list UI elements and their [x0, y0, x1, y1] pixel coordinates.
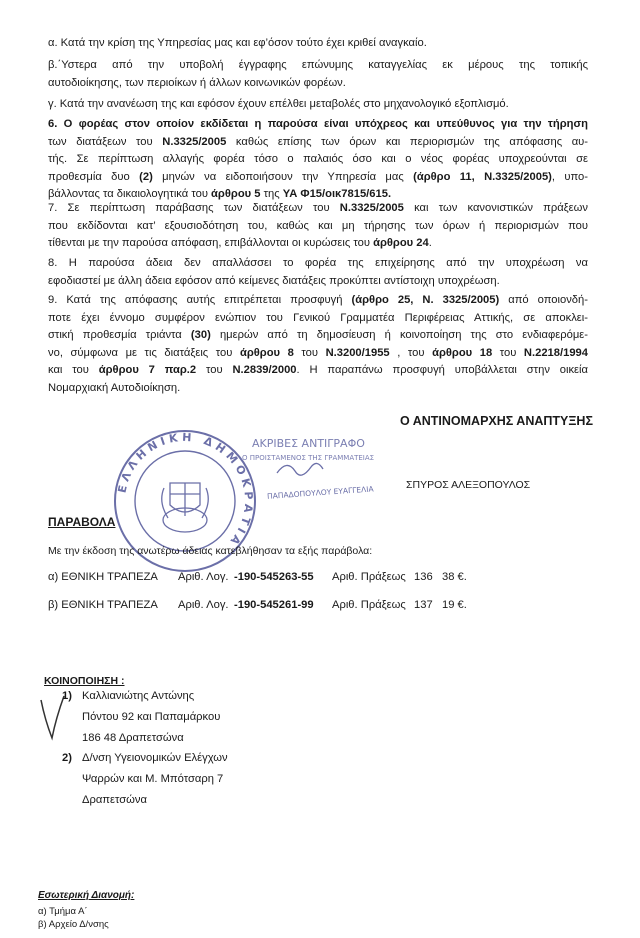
- p9-line5: και του άρθρου 7 παρ.2 του Ν.2839/2000. Η παραπάνω προσφυγή υποβάλλεται στην οικεία: [48, 364, 589, 376]
- notification-heading: ΚΟΙΝΟΠΟΙΗΣΗ :: [44, 675, 125, 687]
- clause-b: [48, 57, 588, 92]
- fee-bank: β) ΕΘΝΙΚΗ ΤΡΑΠΕΖΑ: [48, 599, 158, 611]
- p9-line4: νο, σύμφωνα με τις διατάξεις του άρθρου 8 του Ν.3200/1955 , του άρθρου 18 του Ν.2218/1994: [48, 346, 588, 359]
- recipient-1-number: 1): [62, 690, 72, 702]
- p6-line4: προθεσμία δυο (2) μηνών να ειδοποιήσουν την Υπηρεσία μας (άρθρο 11, Ν.3325/2005), υπο-: [48, 170, 588, 183]
- internal-distribution-item: β) Αρχείο Δ/νσης: [38, 919, 109, 930]
- clause-g: γ. Κατά την ανανέωση της και εφόσον έχουν επέλθει μεταβολές στο μηχανολογικό εξοπλισμό.: [48, 98, 509, 110]
- clause-a: α. Κατά την κρίση της Υπηρεσίας μας και εφ’όσον τούτο έχει κριθεί αναγκαίο.: [48, 37, 427, 49]
- p9-line2: ποτε έχει έννομο συμφέρον ενώπιον του Γενικού Γραμματέα Περιφέρειας Αττικής, σε αποκλει-: [48, 311, 588, 324]
- fee-row: [48, 599, 467, 611]
- recipient-2-name: Δ/νση Υγειονομικών Ελέγχων: [82, 752, 228, 764]
- p8-line1: 8. Η παρούσα άδεια δεν απαλλάσσει το φορέα της επιχείρησης από την υποχρέωση να: [48, 257, 588, 269]
- recipient-2-number: 2): [62, 752, 72, 764]
- fee-amount: 19 €.: [442, 599, 467, 611]
- recipient-1-address: Πόντου 92 και Παπαμάρκου: [82, 711, 221, 723]
- fee-acc: -190-545261-99: [234, 599, 314, 611]
- signatory-name: ΣΠΥΡΟΣ ΑΛΕΞΟΠΟΥΛΟΣ: [406, 479, 531, 491]
- p9-line1: 9. Κατά της απόφασης αυτής επιτρέπεται προσφυγή (άρθρο 25, Ν. 3325/2005) από οποιονδή-: [48, 294, 588, 306]
- stamp-line1: ΑΚΡΙΒΕΣ ΑΝΤΙΓΡΑΦΟ: [252, 437, 365, 450]
- internal-distribution-heading: Εσωτερική Διανομή:: [38, 890, 135, 901]
- fees-intro: Με την έκδοση της ανωτέρω άδειας κατεβλήθησαν τα εξής παράβολα:: [48, 545, 373, 557]
- fee-acc-label: Αριθ. Λογ.: [178, 571, 229, 583]
- clause-b-line2: αυτοδιοίκησης, των περιοίκων ή άλλων κοινωνικών φορέων.: [48, 76, 346, 89]
- recipient-2-city: Δραπετσώνα: [82, 794, 147, 806]
- internal-distribution-item: α) Τμήμα Α΄: [38, 906, 88, 917]
- p7-line2: που εκδίδονται κατ’ εξουσιοδότηση του, καθώς και μη τήρησης των όρων ή περιορισμών που: [48, 219, 588, 232]
- recipient-1-city: 186 48 Δραπετσώνα: [82, 732, 184, 744]
- fees-heading: ΠΑΡΑΒΟΛΑ: [48, 515, 116, 529]
- certified-copy-stamp: [222, 433, 412, 503]
- p6-line5: βάλλοντας τα δικαιολογητικά του άρθρου 5 της ΥΑ Φ15/οικ7815/615.: [48, 188, 392, 200]
- fee-prax-label: Αριθ. Πράξεως: [332, 599, 406, 611]
- p6-line3: τής. Σε περίπτωση αλλαγής φορέα τόσο ο παλαιός όσο και ο νέος φορέας υποχρεούνται σε: [48, 153, 588, 165]
- fee-prax: 136: [414, 571, 433, 583]
- p8-line2: εφοδιαστεί με άλλη άδεια εφόσον από κείμενες διατάξεις προκύπτει αντίστοιχη υποχρέωση.: [48, 274, 500, 287]
- stamp-name: ΠΑΠΑΔΟΠΟΥΛΟΥ ΕΥΑΓΓΕΛΙΑ: [266, 484, 374, 501]
- svg-text:ΕΛΛΗΝΙΚΗ ΔΗΜΟΚΡΑΤΙΑ: ΕΛΛΗΝΙΚΗ ΔΗΜΟΚΡΑΤΙΑ: [115, 430, 256, 551]
- fee-prax-label: Αριθ. Πράξεως: [332, 571, 406, 583]
- recipient-1-name: Καλλιανιώτης Αντώνης: [82, 690, 195, 702]
- fee-acc-label: Αριθ. Λογ.: [178, 599, 229, 611]
- p9-line3: στική προθεσμία τριάντα (30) ημερών από τη δημοσίευση ή κοινοποίηση της στο ενδιαφερόμε-: [48, 329, 588, 341]
- p9-line6: Νομαρχιακή Αυτοδιοίκηση.: [48, 381, 181, 394]
- paragraph-9: [48, 292, 588, 397]
- p6-line2: των διατάξεων του N.3325/2005 καθώς επίσης των όρων και περιορισμών της απόφασης αυ-: [48, 135, 588, 148]
- fee-prax: 137: [414, 599, 433, 611]
- paragraph-8: [48, 255, 588, 290]
- fee-bank: α) ΕΘΝΙΚΗ ΤΡΑΠΕΖΑ: [48, 571, 158, 583]
- fee-acc: -190-545263-55: [234, 571, 314, 583]
- paragraph-6: [48, 116, 588, 204]
- paragraph-7: [48, 200, 588, 253]
- fee-amount: 38 €.: [442, 571, 467, 583]
- fee-row: [48, 571, 467, 583]
- stamp-line2: Ο ΠΡΟΙΣΤΑΜΕΝΟΣ ΤΗΣ ΓΡΑΜΜΑΤΕΙΑΣ: [242, 454, 375, 462]
- p7-line3: τίθενται με την παρούσα απόφαση, επιβάλλονται οι κυρώσεις του άρθρου 24.: [48, 237, 432, 249]
- signatory-title: Ο ΑΝΤΙΝΟΜΑΡΧΗΣ ΑΝΑΠΤΥΞΗΣ: [400, 414, 593, 428]
- p7-line1: 7. Σε περίπτωση παράβασης των διατάξεων του N.3325/2005 και των κανονιστικών πράξεων: [48, 202, 588, 214]
- p6-line1: 6. Ο φορέας στον οποίον εκδίδεται η παρούσα είναι υπόχρεος και υπεύθυνος για την τήρηση: [48, 118, 588, 130]
- clause-b-line1: β.΄Υστερα από την υποβολή έγγραφης επώνυμης καταγγελίας εκ μέρους της τοπικής: [48, 59, 588, 71]
- recipient-2-address: Ψαρρών και Μ. Μπότσαρη 7: [82, 773, 224, 785]
